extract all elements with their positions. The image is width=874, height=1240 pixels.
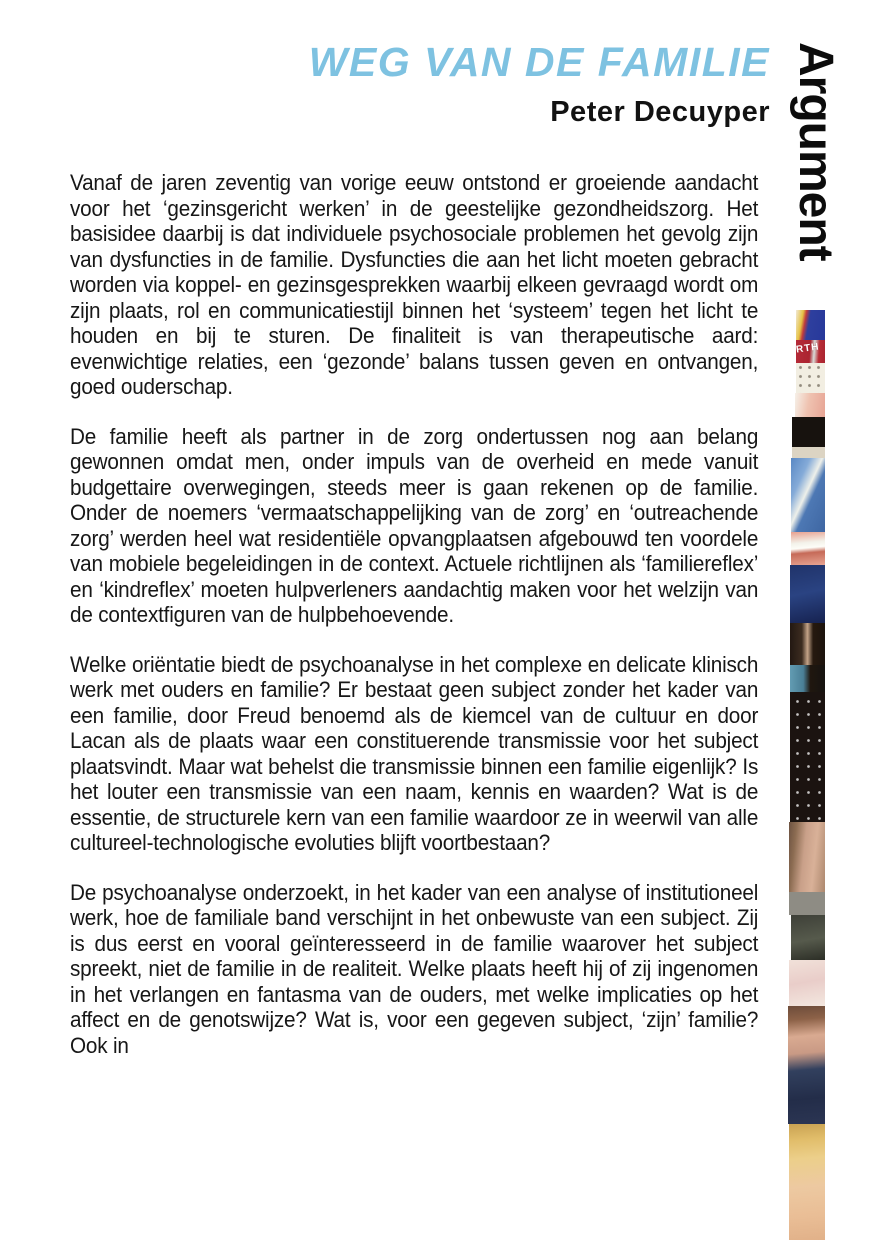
photo-collage-segment (790, 665, 825, 692)
section-edge-label: Argument (789, 42, 842, 261)
photo-collage-segment (791, 532, 825, 565)
photo-collage-segment (792, 417, 825, 447)
paragraph-2: De familie heeft als partner in de zorg ondertussen nog aan belang gewonnen omdat men, onder impuls van de overheid en mede vanuit budgettaire overwegingen, steeds meer is gaan rekenen op de familie. Onder de noemers ‘vermaatschappelijking van de zorg’ en ‘outreachende zorg’ werden heel wat residentiële opvangplaatsen afgebouwd ten voordele van mobiele begeleidingen in de context. Actuele richtlijnen als ‘familiereflex’ en ‘kindreflex’ moeten hulpverleners aandachtig maken voor het welzijn van de contextfiguren van de hulpbehoevende. (70, 423, 759, 627)
article-header (308, 39, 770, 129)
author-name: Peter Decuyper (550, 96, 770, 128)
photo-collage-segment (796, 310, 825, 340)
photo-collage-segment (790, 565, 825, 623)
photo-collage-segment (791, 458, 825, 532)
photo-collage-segment (790, 692, 825, 822)
article-body (70, 170, 758, 1082)
article-title: WEG VAN DE FAMILIE (308, 39, 770, 85)
paragraph-3: Welke oriëntatie biedt de psychoanalyse in het complexe en delicate klinisch werk met ouders en familie? Er bestaat geen subject zonder het kader van een familie, door Freud benoemd als de kiemcel van de cultuur en door Lacan als de plaats waar een constituerende transmissie voor het subject plaatsvindt. Maar wat behelst die transmissie binnen een familie eigenlijk? Is het louter een transmissie van een naam, kennis en waarden? Wat is de essentie, de structurele kern van een familie waardoor ze in weerwil van alle cultureel-technologische evoluties blijft voortbestaan? (70, 651, 759, 855)
photo-collage-segment (796, 363, 825, 393)
photo-collage-segment (795, 393, 825, 417)
paragraph-1: Vanaf de jaren zeventig van vorige eeuw ontstond er groeiende aandacht voor het ‘gezinsgericht werken’ in de geestelijke gezondheidszorg. Het basisidee daarbij is dat individuele psychosociale problemen het gevolg zijn van dysfuncties in de familie. Dysfuncties die aan het licht moeten gebracht worden via koppel- en gezinsgesprekken waarbij elkeen gevraagd wordt om zijn plaats, rol en communicatiestijl binnen het ‘systeem’ tegen het licht te houden en bij te sturen. De finaliteit is van therapeutische aard: evenwichtige relaties, een ‘gezonde’ balans tussen geven en ontvangen, goed ouderschap. (70, 170, 759, 399)
photo-collage-segment (791, 915, 825, 960)
paragraph-4: De psychoanalyse onderzoekt, in het kader van een analyse of institutioneel werk, hoe de familiale band verschijnt in het onbewuste van een subject. Zij is dus eerst en vooral geïnteresseerd in de familie waarover het subject spreekt, niet de familie in de realiteit. Welke plaats heeft hij of zij ingenomen in het verlangen en fantasma van de ouders, met welke implicaties op het affect en de genotswijze? Wat is, voor een gegeven subject, ‘zijn’ familie? Ook in (70, 879, 759, 1058)
family-photo-collage (787, 310, 825, 1240)
photo-collage-segment (788, 1006, 825, 1124)
photo-collage-segment (790, 623, 825, 665)
photo-banner-text: RTH (795, 341, 821, 356)
photo-collage-segment (789, 960, 825, 1006)
photo-collage-segment (789, 822, 825, 892)
photo-collage-segment (789, 892, 825, 915)
photo-collage-segment (789, 1124, 825, 1240)
photo-collage-segment (792, 447, 825, 458)
